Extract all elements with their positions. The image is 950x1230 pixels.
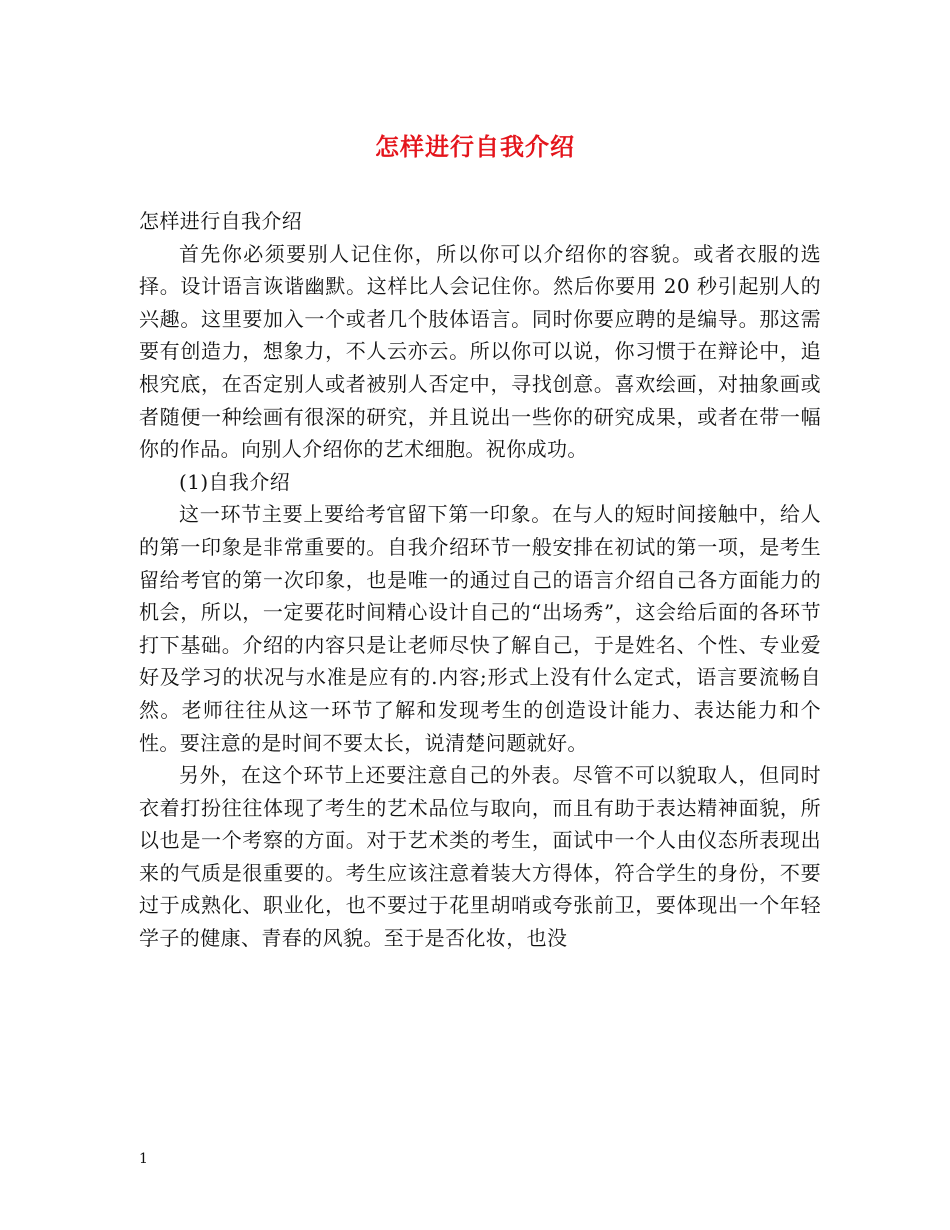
paragraph-intro: 首先你必须要别人记住你，所以你可以介绍你的容貌。或者衣服的选择。设计语言诙谐幽默。这样比人会记住你。然后你要用 20 秒引起别人的兴趣。这里要加入一个或者几个肢体语言。同时你要应聘的是编导。那这需要有创造力，想象力，不人云亦云。所以你可以说，你习惯于在辩论中，追根究底，在否定别人或者被别人否定中，寻找创意。喜欢绘画，对抽象画或者随便一种绘画有很深的研究，并且说出一些你的研究成果，或者在带一幅你的作品。向别人介绍你的艺术细胞。祝你成功。 xyxy=(139,241,821,462)
document-body xyxy=(139,205,821,955)
paragraph-appearance: 另外，在这个环节上还要注意自己的外表。尽管不可以貌取人，但同时衣着打扮往往体现了考生的艺术品位与取向，而且有助于表达精神面貌，所以也是一个考察的方面。对于艺术类的考生，面试中一个人由仪态所表现出来的气质是很重要的。考生应该注意着装大方得体，符合学生的身份，不要过于成熟化、职业化，也不要过于花里胡哨或夸张前卫，要体现出一个年轻学子的健康、青春的风貌。至于是否化妆，也没 xyxy=(139,763,821,951)
page-number: 1 xyxy=(139,1151,148,1167)
document-title: 怎样进行自我介绍 xyxy=(375,132,575,161)
paragraph-first-impression: 这一环节主要上要给考官留下第一印象。在与人的短时间接触中，给人的第一印象是非常重要的。自我介绍环节一般安排在初试的第一项，是考生留给考官的第一次印象，也是唯一的通过自己的语言介绍自己各方面能力的机会，所以，一定要花时间精心设计自己的“出场秀”，这会给后面的各环节打下基础。介绍的内容只是让老师尽快了解自己，于是姓名、个性、专业爱好及学习的状况与水准是应有的.内容;形式上没有什么定式，语言要流畅自然。老师往往从这一环节了解和发现考生的创造设计能力、表达能力和个性。要注意的是时间不要太长，说清楚问题就好。 xyxy=(139,502,821,755)
subsection-heading: (1)自我介绍 xyxy=(179,469,291,494)
section-heading: 怎样进行自我介绍 xyxy=(139,209,303,233)
